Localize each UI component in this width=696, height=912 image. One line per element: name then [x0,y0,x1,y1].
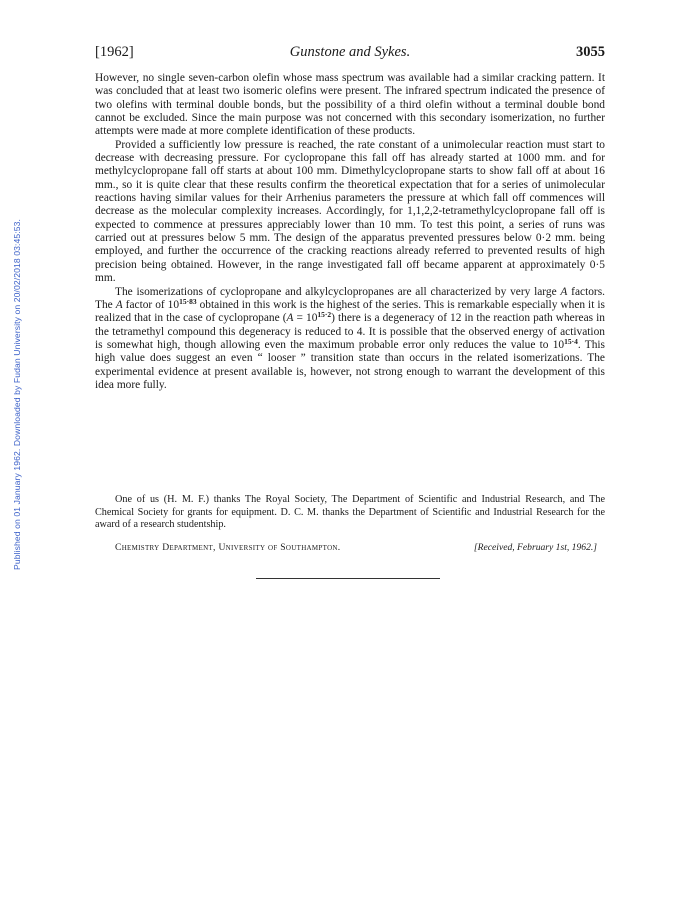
p3-exponent-f: 15·4 [564,336,578,346]
p3-text-g: . This high value does suggest an even “ looser ” transition state than occurs in the related isomerizations. The experimental evidence at present available is, however, not strong enough to warrant the development of this idea more fully. [95,338,605,391]
p3-text-f: ) there is a degeneracy of 12 in the reaction path whereas in the tetramethyl compound this degeneracy is reduced to 4. It is possible that the observed energy of activation is somewhat high, though allowing even the maximum probable error only reduces the value to 10 [95,312,605,351]
header-authors: Gunstone and Sykes. [289,44,411,60]
end-rule [256,578,440,579]
p3-text-a: The isomerizations of cyclopropane and alkylcyclopropanes are all characterized by very large [115,285,561,298]
p3-symbol-d: A [286,312,294,325]
acknowledgement-text: One of us (H. M. F.) thanks The Royal Society, The Department of Scientific and Industrial Research, and The Chemical Society for grants for equipment. D. C. M. thanks the Department of Scientific and Industrial Research for the award of a research studentship. [95,494,605,530]
p3-exponent-e: 15·2 [317,310,332,320]
p3-text-d: obtained in this work is the highest of the series. This is remarkable especially when it is realized that in the case of cyclopropane ( [95,298,605,325]
acknowledgement [95,494,605,532]
paragraph-2: Provided a sufficiently low pressure is reached, the rate constant of a unimolecular reaction must start to decrease with decreasing pressure. For cyclopropane this fall off has already started at 1000 mm. and for methylcyclopropane fall off starts at about 100 mm. Dimethylcyclopropane starts to show fall off at about 16 mm., so it is quite clear that these results confirm the theoretical expectation that for a series of unimolecular reactions having similar values for their Arrhenius parameters the pressure at which fall off commences will decrease as the molecular complexity increases. Accordingly, for 1,1,2,2-tetramethylcyclopropane fall off is expected to commence at pressures appreciably lower than 10 mm. To test this point, a series of runs was carried out at pressures below 5 mm. The design of the apparatus prevented pressures below 0·2 mm. being employed, and further the occurrence of the cracking reactions already referred to prevented results of high precision being obtained. However, in the range investigated fall off became apparent at approximately 0·5 mm. [95,138,605,285]
affiliation-line [115,542,605,556]
margin-note-text: Published on 01 January 1962. Downloaded by Fudan University on 20/02/2018 03:45:53. [12,219,22,570]
article-body [95,72,605,392]
header-year: [1962] [95,44,134,60]
p3-symbol-b: A [115,298,123,311]
page-header [95,44,605,66]
p3-text-c: factor of 10 [122,298,180,311]
p3-text-b: factors. The [95,285,605,311]
p3-symbol-a: A [560,285,568,298]
p3-text-e: = 10 [293,312,318,325]
download-margin-note [2,100,22,570]
paragraph-3 [95,286,605,393]
header-page-number: 3055 [576,44,605,60]
received-date: [Received, February 1st, 1962.] [473,542,597,553]
p3-exponent-c: 15·83 [179,296,197,306]
paragraph-1: However, no single seven-carbon olefin whose mass spectrum was available had a similar cracking pattern. It was concluded that at least two isomeric olefins were present. The infrared spectrum indicated the presence of two olefins with terminal double bonds, but the possibility of a third olefin without a terminal double bond cannot be excluded. Since the main purpose was not concerned with this secondary isomerization, no further attempts were made at more complete identification of these products. [95,72,605,138]
department-affiliation: Chemistry Department, University of Southampton. [115,542,341,553]
